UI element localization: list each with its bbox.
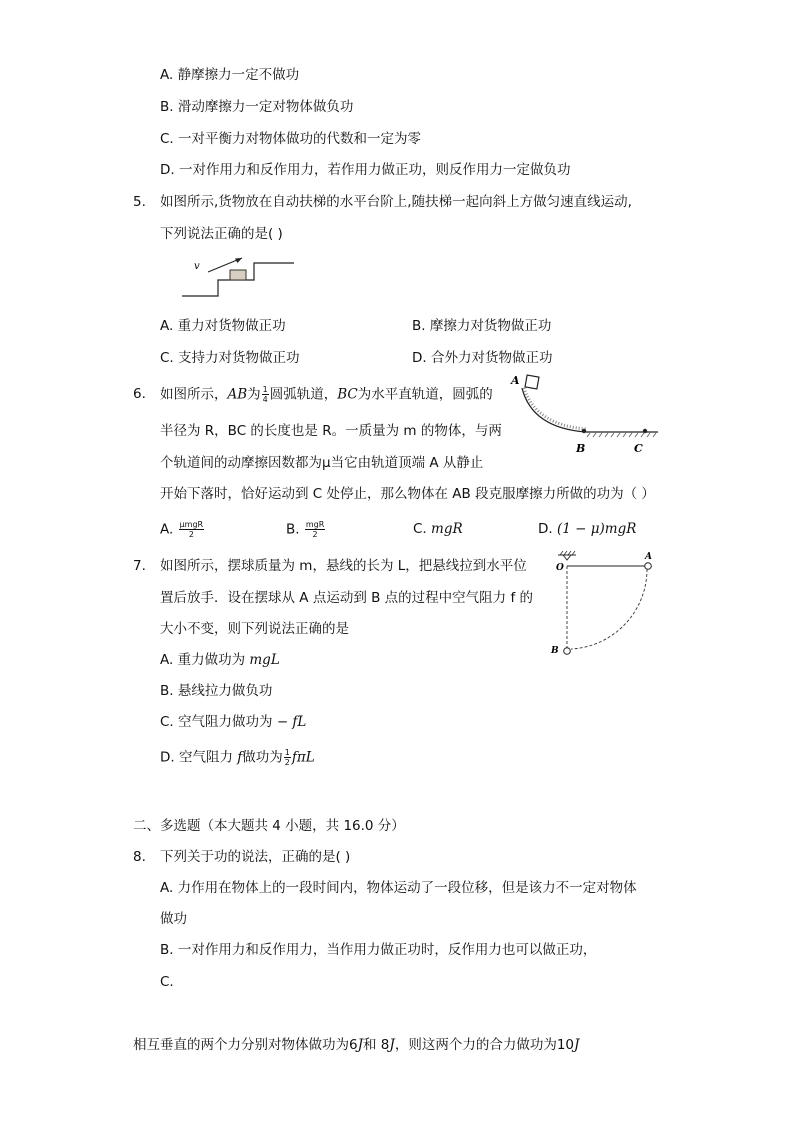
velocity-label: v	[194, 261, 200, 272]
arc-track-figure	[506, 370, 661, 456]
point-b	[582, 429, 586, 433]
q4-option-d: D. 一对作用力和反作用力，若作用力做正功，则反作用力一定做负功	[160, 162, 571, 178]
q5-option-d: D. 合外力对货物做正功	[412, 350, 553, 366]
label-b: B	[576, 442, 586, 455]
q6-stem-line4: 开始下落时，恰好运动到 C 处停止，那么物体在 AB 段克服摩擦力所做的功为（ ）	[160, 486, 655, 502]
footer-sentence: 相互垂直的两个力分别对物体做功为6J和 8J，则这两个力的合力做功为10J	[133, 1037, 580, 1053]
pendulum-figure	[548, 547, 660, 657]
swing-arc	[571, 569, 647, 649]
q7-stem-line2: 置后放手．设在摆球从 A 点运动到 B 点的过程中空气阻力 f 的	[160, 590, 533, 606]
point-c	[643, 429, 647, 433]
q6-stem-line3: 个轨道间的动摩擦因数都为μ当它由轨道顶端 A 从静止	[160, 455, 484, 471]
q5-stem-line1: 如图所示,货物放在自动扶梯的水平台阶上,随扶梯一起向斜上方做匀速直线运动,	[160, 194, 632, 210]
q6-number: 6.	[133, 386, 146, 402]
q8-option-b: B. 一对作用力和反作用力，当作用力做正功时，反作用力也可以做正功，	[160, 942, 597, 958]
q8-option-a-line1: A. 力作用在物体上的一段时间内，物体运动了一段位移，但是该力不一定对物体	[160, 880, 637, 896]
block	[525, 375, 539, 389]
q8-number: 8.	[133, 849, 146, 865]
q6-option-c: C. mgR	[413, 521, 463, 537]
q5-option-a: A. 重力对货物做正功	[160, 318, 286, 334]
q4-option-c: C. 一对平衡力对物体做功的代数和一定为零	[160, 131, 422, 147]
quarter-fraction: $\frac{1}{4}$	[262, 385, 268, 404]
q4-option-a: A. 静摩擦力一定不做功	[160, 67, 300, 83]
q6-stem-line2: 半径为 R，BC 的长度也是 R。一质量为 m 的物体，与两	[160, 423, 502, 439]
label-a: A	[645, 552, 652, 562]
q8-option-a-line2: 做功	[160, 911, 187, 927]
q5-option-b: B. 摩擦力对货物做正功	[412, 318, 552, 334]
quarter-arc	[522, 388, 586, 432]
q6-option-a: A. $\frac{\text{μmgR}}{2}$	[160, 520, 204, 539]
label-o: O	[556, 563, 564, 573]
q7-option-a: A. 重力做功为 mgL	[160, 652, 280, 668]
label-c: C	[634, 442, 643, 455]
q7-stem-line1: 如图所示，摆球质量为 m，悬线的长为 L，把悬线拉到水平位	[160, 558, 527, 574]
section-2-header: 二、多选题（本大题共 4 小题，共 16.0 分）	[133, 818, 405, 834]
label-b: B	[551, 646, 559, 656]
q8-stem: 下列关于功的说法，正确的是( )	[160, 849, 351, 865]
label-a: A	[511, 374, 520, 387]
q6-option-d: D. (1 − μ)mgR	[538, 521, 637, 537]
q5-stem-line2: 下列说法正确的是( )	[160, 226, 283, 242]
q7-stem-line3: 大小不变，则下列说法正确的是	[160, 621, 349, 637]
q6-stem-line1: 如图所示，AB为 $\frac{1}{4}$ 圆弧轨道，BC为水平直轨道，圆弧的	[160, 385, 493, 404]
q5-number: 5.	[133, 194, 146, 210]
q7-option-c: C. 空气阻力做功为 − fL	[160, 714, 307, 730]
q5-option-c: C. 支持力对货物做正功	[160, 350, 300, 366]
escalator-figure	[182, 256, 297, 300]
q4-option-b: B. 滑动摩擦力一定对物体做负功	[160, 99, 354, 115]
ball-b	[564, 648, 571, 655]
ball-a	[645, 563, 652, 570]
q7-option-b: B. 悬线拉力做负功	[160, 683, 273, 699]
q6-option-b: B. $\frac{\text{mgR}}{2}$	[286, 520, 325, 539]
q7-number: 7.	[133, 558, 146, 574]
q7-option-d: D. 空气阻力 f做功为 $\frac{1}{2}$ fπL	[160, 748, 315, 767]
cargo-box	[230, 270, 246, 280]
q8-option-c: C.	[160, 974, 174, 990]
